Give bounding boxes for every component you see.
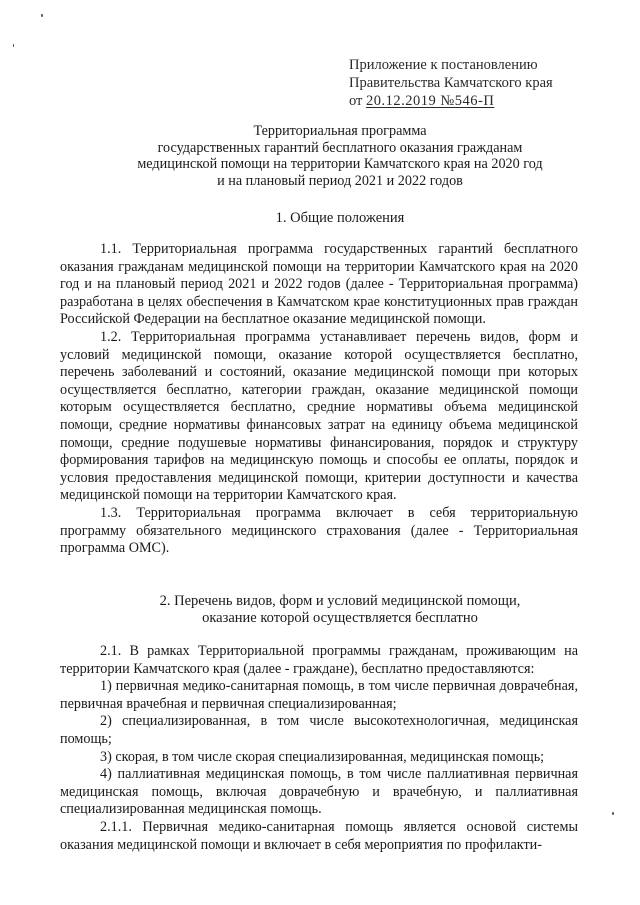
paragraph-1-1: 1.1. Территориальная программа государственных гарантий бесплатного оказания гражданам медицинской помощи на территории Камчатского края на 2020 год и на плановый период 2021 и 2022 годов (далее - Территориальная программа) разработана в целях обеспечения в Камчатском крае конституционных прав граждан Российской Федерации на бесплатное оказание медицинской помощи. — [60, 241, 578, 328]
appendix-date-number: 20.12.2019 №546-П — [366, 93, 495, 109]
list-item-4: 4) паллиативная медицинская помощь, в том числе паллиативная первичная медицинская помощь, включая доврачебную и врачебную, и паллиативная специализированная медицинская помощь. — [60, 766, 578, 818]
paragraph-1-2: 1.2. Территориальная программа устанавливает перечень видов, форм и условий медицинской помощи, оказание которой осуществляется бесплатно, перечень заболеваний и состояний, оказание медицинской помощи при которых осуществляется бесплатно, категории граждан, оказание медицинской помощи которым осуществляется бесплатно, средние нормативы объема медицинской помощи, средние нормативы финансовых затрат на единицу объема медицинской помощи, средние подушевые нормативы финансирования, порядок и структуру формирования тарифов на медицинскую помощь и способы ее оплаты, порядок и условия предоставления медицинской помощи, критерии доступности и качества медицинской помощи на территории Камчатского края. — [60, 328, 578, 504]
title-line-3: медицинской помощи на территории Камчатского края на 2020 год — [137, 156, 543, 172]
appendix-line-2: Правительства Камчатского края — [349, 75, 553, 91]
list-item-2: 2) специализированная, в том числе высокотехнологичная, медицинская помощь; — [60, 713, 578, 747]
appendix-block — [349, 56, 553, 110]
section-2-heading-line-2: оказание которой осуществляется бесплатно — [202, 610, 478, 626]
appendix-date-prefix: от — [349, 93, 363, 109]
section-2-heading — [60, 593, 620, 627]
paragraph-2-1-1: 2.1.1. Первичная медико-санитарная помощь является основой системы оказания медицинской помощи и включает в себя мероприятия по профилакти- — [60, 818, 578, 853]
list-item-1: 1) первичная медико-санитарная помощь, в том числе первичная доврачебная, первичная врачебная и первичная специализированная; — [60, 678, 578, 712]
scan-speck — [13, 44, 14, 47]
appendix-line-3 — [349, 92, 553, 110]
paragraph-2-1: 2.1. В рамках Территориальной программы гражданам, проживающим на территории Камчатского края (далее - граждане), бесплатно предоставляются: — [60, 643, 578, 677]
appendix-line-1: Приложение к постановлению — [349, 57, 538, 73]
section-1-body — [60, 241, 578, 558]
section-1-heading: 1. Общие положения — [275, 210, 405, 226]
section-2-body — [60, 643, 578, 854]
title-line-1: Территориальная программа — [253, 123, 427, 139]
title-line-4: и на плановый период 2021 и 2022 годов — [217, 172, 463, 189]
section-2-heading-line-1: 2. Перечень видов, форм и условий медицинской помощи, — [159, 593, 521, 609]
scan-speck — [41, 14, 43, 17]
paragraph-1-3: 1.3. Территориальная программа включает в себя территориальную программу обязательного медицинского страхования (далее - Территориальная программа ОМС). — [60, 504, 578, 557]
list-item-3: 3) скорая, в том числе скорая специализированная, медицинская помощь; — [100, 748, 545, 765]
scan-speck — [612, 812, 614, 815]
document-title — [90, 123, 590, 189]
title-line-2: государственных гарантий бесплатного оказания гражданам — [157, 139, 523, 156]
